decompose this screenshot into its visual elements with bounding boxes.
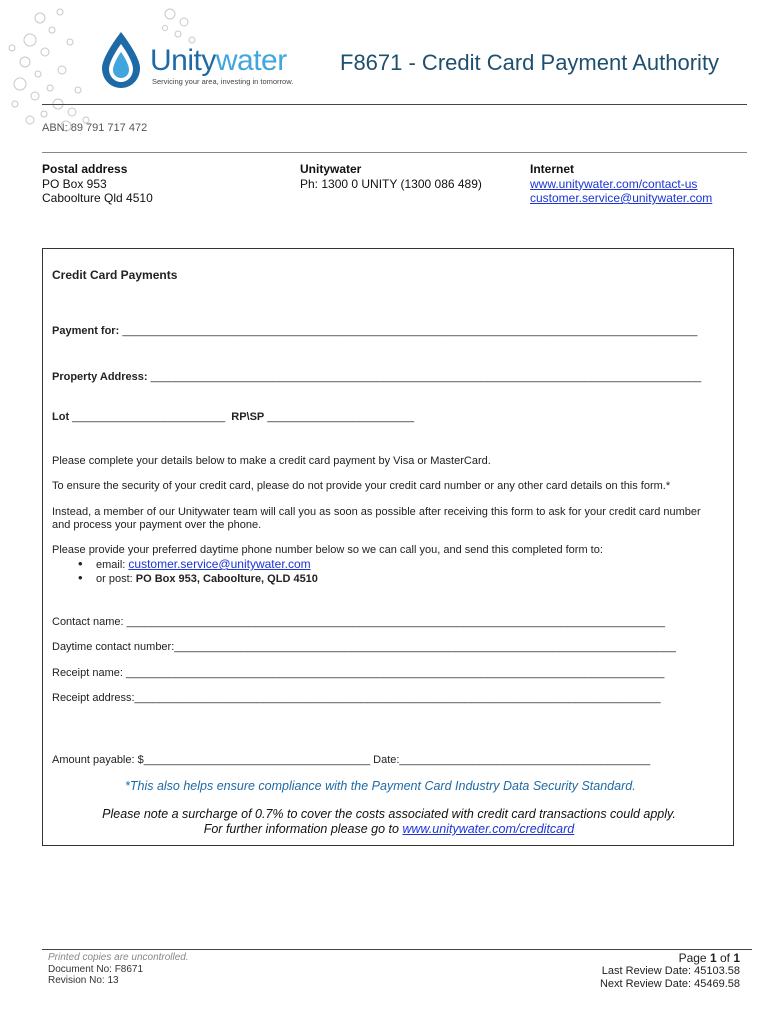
customer-service-email-link[interactable]: customer.service@unitywater.com: [530, 191, 713, 205]
daytime-number-field[interactable]: Daytime contact number:__________________________________________________________________________________: [52, 641, 676, 653]
postal-line2: Caboolture Qld 4510: [42, 191, 153, 205]
section-title: Credit Card Payments: [52, 268, 178, 282]
lot-line[interactable]: _________________________: [72, 411, 226, 423]
page-number: 1: [709, 951, 717, 965]
page-word: Page: [678, 951, 710, 965]
page-indicator: [600, 952, 740, 965]
page-of: of: [716, 951, 734, 965]
header-divider: [42, 104, 747, 105]
payment-for-line[interactable]: ______________________________________________________________________________________________: [122, 325, 698, 337]
postal-address-block: [42, 162, 153, 206]
next-review-date: Next Review Date: 45469.58: [599, 978, 740, 990]
credit-card-form: [42, 248, 734, 846]
bullet-icon: •: [78, 556, 83, 571]
document-title: F8671 - Credit Card Payment Authority: [340, 50, 720, 75]
logo-unity: Unity: [150, 44, 216, 77]
footer-left: [48, 952, 189, 987]
page-total: 1: [733, 951, 740, 965]
bullet-email-link[interactable]: customer.service@unitywater.com: [128, 557, 311, 571]
revision-number: Revision No: 13: [48, 975, 119, 986]
further-info-text: For further information please go to: [203, 822, 403, 836]
creditcard-link[interactable]: www.unitywater.com/creditcard: [402, 822, 575, 836]
bullet-icon: •: [78, 570, 83, 585]
abn-number: ABN: 89 791 717 472: [42, 122, 148, 134]
amount-date-field[interactable]: Amount payable: $_____________________________________ Date:_________________________________________: [52, 754, 651, 766]
phone-number: Ph: 1300 0 UNITY (1300 086 489): [300, 176, 482, 191]
logo-tagline: Servicing your area, investing in tomorrow.: [152, 77, 294, 86]
lot-label: Lot: [52, 411, 70, 423]
postal-heading: Postal address: [42, 162, 128, 176]
uncontrolled-note: Printed copies are uncontrolled.: [48, 952, 189, 963]
payment-for-field[interactable]: [52, 325, 697, 337]
unitywater-heading: Unitywater: [300, 162, 362, 176]
last-review-date: Last Review Date: 45103.58: [601, 965, 740, 977]
receipt-name-field[interactable]: Receipt name: ________________________________________________________________________________________: [52, 667, 665, 679]
bullet-post: [78, 570, 318, 585]
instructions-para4: Please provide your preferred daytime phone number below so we can call you, and send this completed form to:: [52, 544, 603, 556]
lot-rpsp-field[interactable]: [52, 411, 414, 423]
postal-line1: PO Box 953: [42, 176, 107, 191]
bullet-post-address: PO Box 953, Caboolture, QLD 4510: [135, 573, 318, 585]
footer-divider: [42, 949, 752, 950]
rpsp-label: RP\SP: [231, 411, 265, 423]
internet-heading: Internet: [530, 162, 575, 176]
receipt-address-field[interactable]: Receipt address:______________________________________________________________________________________: [52, 692, 661, 704]
internet-block: [530, 162, 712, 206]
property-address-label: Property Address:: [52, 371, 148, 383]
instructions-para3: Instead, a member of our Unitywater team will call you as soon as possible after receiving this form to ask for your credit card number and process your payment over the phone.: [52, 506, 701, 531]
pci-note: *This also helps ensure compliance with the Payment Card Industry Data Security Standard.: [125, 779, 636, 793]
contact-name-field[interactable]: Contact name: ________________________________________________________________________________________: [52, 616, 665, 628]
surcharge-note: Please note a surcharge of 0.7% to cover the costs associated with credit card transactions could apply.: [102, 807, 676, 821]
logo-wordmark: [150, 44, 287, 78]
rpsp-line[interactable]: ________________________: [267, 411, 415, 423]
footer-right: [600, 952, 740, 991]
bullet-email-label: email:: [96, 559, 129, 571]
unitywater-logo-icon: [98, 30, 144, 90]
instructions-para1: Please complete your details below to make a credit card payment by Visa or MasterCard.: [52, 455, 491, 467]
instructions-para2: To ensure the security of your credit card, please do not provide your credit card number or any other card details on this form.*: [52, 480, 671, 492]
document-number: Document No: F8671: [48, 963, 144, 975]
payment-for-label: Payment for:: [52, 325, 120, 337]
contact-us-link[interactable]: www.unitywater.com/contact-us: [530, 176, 698, 191]
further-info: [43, 822, 735, 837]
bullet-post-label: or post:: [96, 573, 136, 585]
property-address-field[interactable]: [52, 371, 701, 383]
logo-water: water: [215, 44, 287, 77]
property-address-line[interactable]: __________________________________________________________________________________________: [150, 371, 702, 383]
phone-block: [300, 162, 482, 191]
info-divider: [42, 152, 747, 153]
bullet-email: [78, 556, 311, 571]
